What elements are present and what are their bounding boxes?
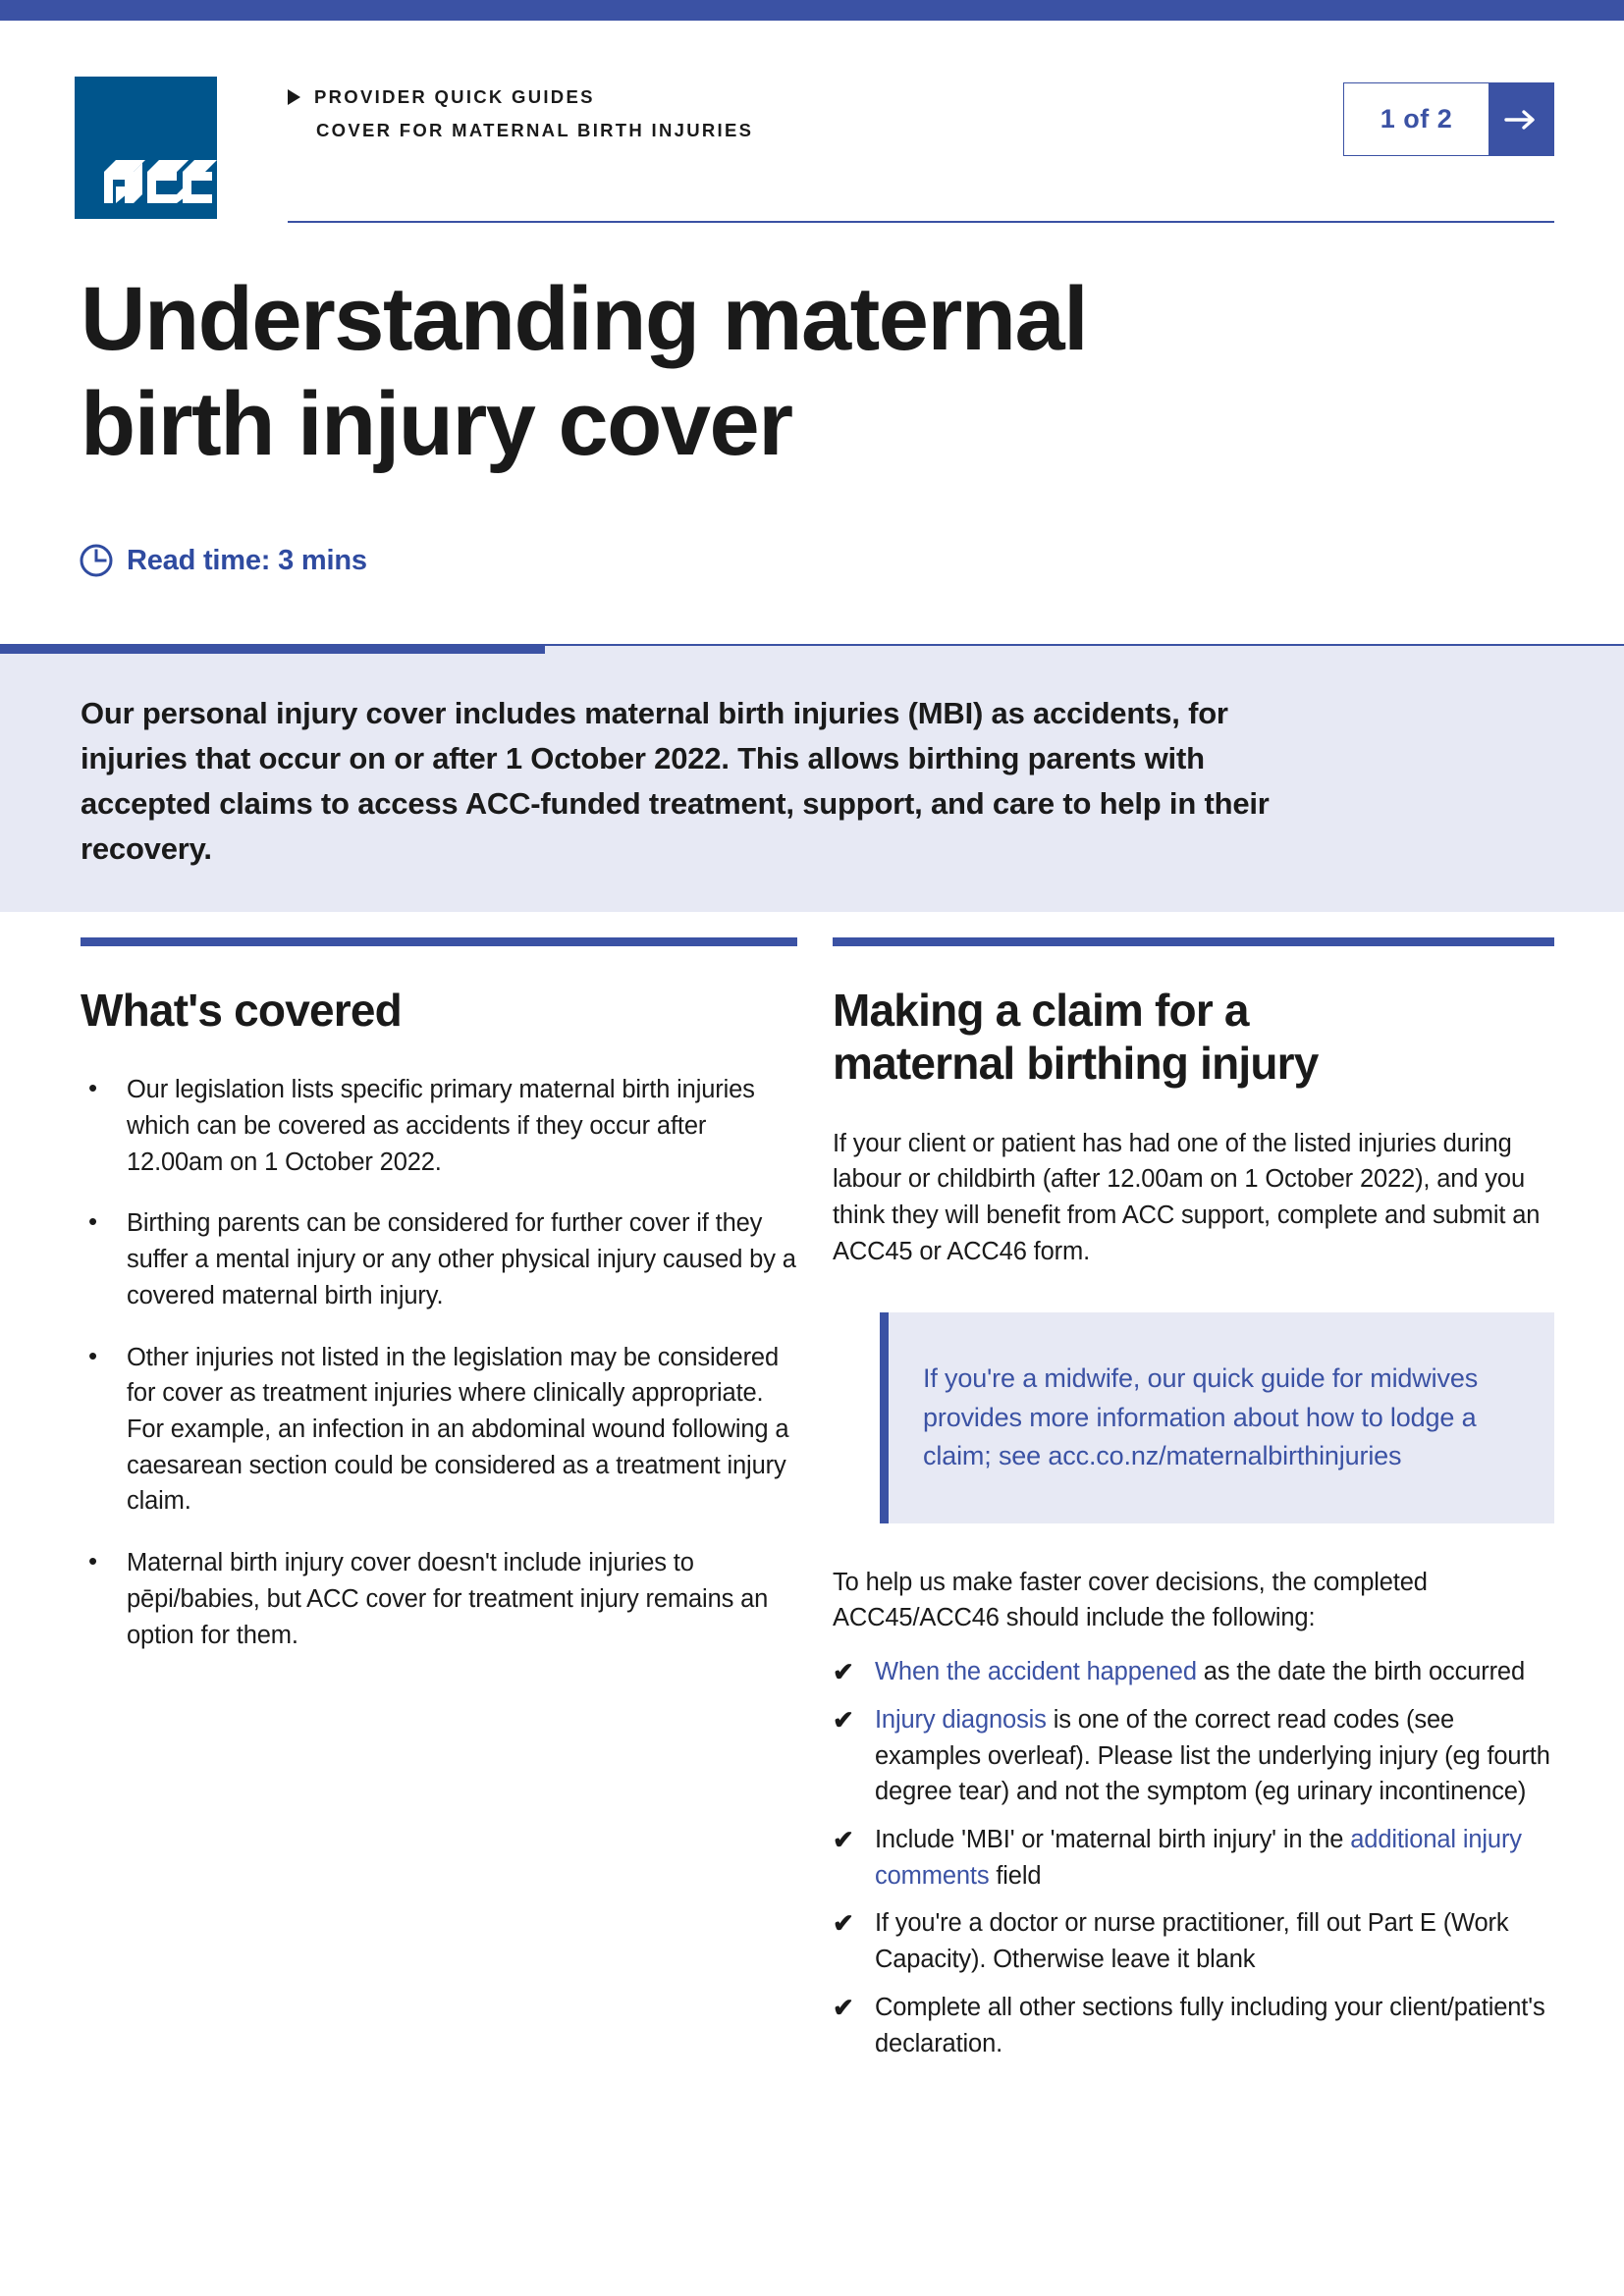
page-indicator[interactable]: [1343, 82, 1554, 156]
next-page-button[interactable]: [1489, 83, 1553, 155]
acc-form-checklist: [833, 1654, 1554, 2061]
list-item: • Maternal birth injury cover doesn't include injuries to pēpi/babies, but ACC cover for treatment injury remains an option for them.: [81, 1545, 797, 1653]
right-column: [833, 937, 1554, 2073]
left-column: [81, 937, 797, 1679]
triangle-marker-icon: [288, 89, 300, 105]
list-item: • Other injuries not listed in the legislation may be considered for cover as treatment injuries where clinically appropriate. For example, an infection in an abdominal wound following a caesarean section could be considered as a treatment injury claim.: [81, 1340, 797, 1521]
header-eyebrow-text: PROVIDER QUICK GUIDES: [314, 86, 595, 107]
list-item: • Birthing parents can be considered for further cover if they suffer a mental injury or any other physical injury caused by a covered maternal birth injury.: [81, 1205, 797, 1313]
clock-icon: [79, 543, 114, 578]
claim-intro-paragraph: If your client or patient has had one of the listed injuries during labour or childbirth (after 12.00am on 1 October 2022), and you think they will benefit from ACC support, complete and submit an ACC45 or ACC46 form.: [833, 1129, 1541, 1265]
checklist-item: [833, 1654, 1554, 1690]
right-column-heading-line2: maternal birthing injury: [833, 1038, 1319, 1090]
header-divider: [288, 221, 1554, 223]
right-column-rule: [833, 937, 1554, 946]
header-subtitle: COVER FOR MATERNAL BIRTH INJURIES: [316, 120, 754, 140]
midwife-callout: [880, 1312, 1554, 1522]
top-accent-bar: [0, 0, 1624, 21]
checklist-item: [833, 1702, 1554, 1810]
page-indicator-label: 1 of 2: [1380, 104, 1453, 133]
checklist-item-highlight: When the accident happened: [875, 1658, 1197, 1686]
left-column-heading: What's covered: [81, 985, 402, 1036]
checklist-item-rest: is one of the correct read codes (see examples overleaf). Please list the underlying injury (eg fourth degree tear) and not the symptom (eg urinary incontinence): [875, 1705, 1550, 1806]
header-eyebrow: [288, 86, 595, 108]
checklist-item-highlight: additional injury comments: [875, 1825, 1522, 1890]
left-column-rule: [81, 937, 797, 946]
checklist-item: [833, 1822, 1554, 1894]
checklist-item-highlight: Injury diagnosis: [875, 1705, 1047, 1734]
checklist-item-pre: Include 'MBI' or 'maternal birth injury' in the: [875, 1825, 1351, 1853]
acc-logo: [75, 77, 217, 219]
read-time-label: Read time: 3 mins: [127, 544, 367, 576]
page-title-line2: birth injury cover: [81, 373, 792, 474]
checklist-item-pre: Complete all other sections fully including your client/patient's declaration.: [875, 1993, 1545, 2057]
intro-paragraph: Our personal injury cover includes maternal birth injuries (MBI) as accidents, for injuries that occur on or after 1 October 2022. This allows birthing parents with accepted claims to access ACC-funded treatment, support, and care to help in their recovery.: [81, 696, 1270, 866]
whats-covered-list: [81, 1072, 797, 1653]
acc-logo-mark: [75, 77, 217, 219]
page-title: [81, 267, 1406, 476]
page-header: [0, 21, 1624, 227]
checklist-item-rest: field: [989, 1861, 1042, 1890]
checklist-lead-text: To help us make faster cover decisions, the completed ACC45/ACC46 should include the following:: [833, 1568, 1428, 1632]
checklist-item: [833, 1990, 1554, 2061]
list-item: • Our legislation lists specific primary maternal birth injuries which can be covered as accidents if they occur after 12.00am on 1 October 2022.: [81, 1072, 797, 1180]
read-time: [79, 543, 367, 578]
intro-band: [0, 644, 1624, 912]
checklist-item-pre: If you're a doctor or nurse practitioner, fill out Part E (Work Capacity). Otherwise leave it blank: [875, 1909, 1509, 1974]
intro-hairline: [545, 644, 1624, 646]
intro-accent-bar: [0, 644, 545, 654]
right-column-heading: [833, 984, 1554, 1091]
midwife-callout-text: If you're a midwife, our quick guide for midwives provides more information about how to lodge a claim; see acc.co.nz/maternalbirthinjuries: [923, 1363, 1479, 1471]
page-title-line1: Understanding maternal: [81, 269, 1088, 369]
checklist-item: [833, 1905, 1554, 1977]
right-column-heading-line1: Making a claim for a: [833, 985, 1249, 1036]
checklist-item-rest: as the date the birth occurred: [1196, 1658, 1525, 1686]
arrow-right-icon: [1504, 108, 1538, 132]
